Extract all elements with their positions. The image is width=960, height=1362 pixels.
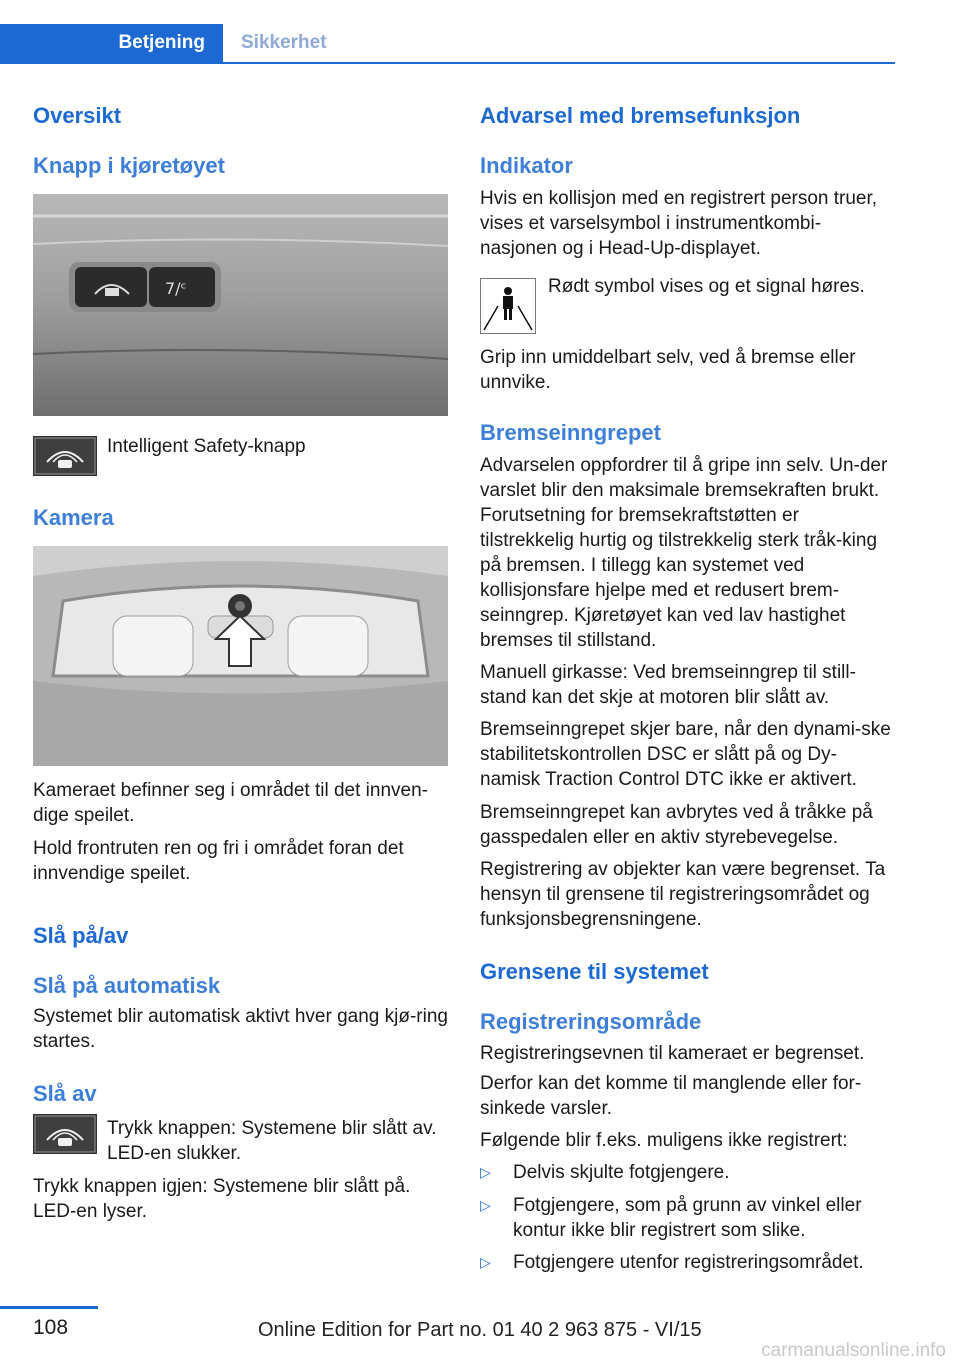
heading-indikator: Indikator — [480, 153, 573, 178]
footer-rule — [0, 1306, 98, 1309]
heading-advarsel: Advarsel med bremsefunksjon — [480, 103, 801, 128]
page-number: 108 — [33, 1316, 69, 1339]
heading-oversikt: Oversikt — [33, 103, 122, 128]
heading-slaa-av: Slå av — [33, 1081, 97, 1106]
intelligent-safety-button-icon — [33, 1114, 97, 1154]
brems-paragraph-1: Advarselen oppfordrer til å gripe inn selv. Un-der varslet blir den maksimale bremsekraften brukt. Forutsetning for bremsekraftstøtten er tilstrekkelig hurtig og tilstrekkelig sterk tråk-king på bremsen. I tillegg kan systemet ved kollisjonsfare hjelpe med et redusert brem-seinngrep. Kjøretøyet kan ved lav hastighet bremses til stillstand. — [480, 455, 888, 651]
pedestrian-warning-icon — [480, 278, 536, 334]
brems-paragraph-2: Manuell girkasse: Ved bremseinngrep til still-stand kan det skje at motoren blir slått av. — [480, 662, 856, 708]
button-panel-photo — [33, 194, 448, 416]
reg-paragraph-3: Følgende blir f.eks. muligens ikke registrert: — [480, 1130, 848, 1151]
edition-line: Online Edition for Part no. 01 40 2 963 875 - VI/15 — [258, 1319, 702, 1341]
bullet-text: Fotgjengere utenfor registreringsområdet. — [513, 1252, 864, 1273]
heading-knapp: Knapp i kjøretøyet — [33, 153, 225, 178]
list-item — [480, 1193, 895, 1243]
slaa-av-caption: Trykk knappen: Systemene blir slått av. LED-en slukker. — [107, 1118, 437, 1164]
intelligent-safety-button-icon — [33, 436, 97, 476]
symbol-caption: Rødt symbol vises og et signal høres. — [548, 276, 865, 297]
slaa-av-paragraph: Trykk knappen igjen: Systemene blir slått på. LED-en lyser. — [33, 1176, 411, 1222]
list-item — [480, 1250, 895, 1275]
camera-photo — [33, 546, 448, 766]
heading-kamera: Kamera — [33, 505, 114, 530]
bullet-triangle-icon: ▷ — [480, 1164, 491, 1180]
safety-button-caption: Intelligent Safety-knapp — [107, 436, 306, 457]
watermark: carmanualsonline.info — [761, 1340, 946, 1361]
kamera-paragraph-1: Kameraet befinner seg i området til det innven-dige speilet. — [33, 780, 428, 826]
section-tabs — [0, 24, 895, 64]
kamera-paragraph-2: Hold frontruten ren og fri i området foran det innvendige speilet. — [33, 838, 404, 884]
heading-bremseinngrepet: Bremseinngrepet — [480, 420, 661, 445]
indikator-paragraph: Hvis en kollisjon med en registrert person truer, vises et varselsymbol i instrumentkombi-nasjonen og i Head-Up-displayet. — [480, 188, 878, 259]
brems-paragraph-4: Bremseinngrepet kan avbrytes ved å tråkke på gasspedalen eller en aktiv styrebevegelse. — [480, 802, 873, 848]
svg-text:7/ᶜ: 7/ᶜ — [165, 279, 187, 298]
grip-paragraph: Grip inn umiddelbart selv, ved å bremse eller unnvike. — [480, 347, 856, 393]
heading-slaa-paa-av: Slå på/av — [33, 923, 129, 948]
reg-paragraph-2: Derfor kan det komme til manglende eller for-sinkede varsler. — [480, 1073, 862, 1119]
heading-grensene: Grensene til systemet — [480, 959, 709, 984]
heading-slaa-paa-automatisk: Slå på automatisk — [33, 973, 221, 998]
brems-paragraph-3: Bremseinngrepet skjer bare, når den dynami-ske stabilitetskontrollen DSC er slått på og Dy-namisk Traction Control DTC ikke er aktivert. — [480, 719, 891, 790]
brems-paragraph-5: Registrering av objekter kan være begrenset. Ta hensyn til grensene til registreringsområdet og funksjonsbegrensningene. — [480, 859, 886, 930]
reg-paragraph-1: Registreringsevnen til kameraet er begrenset. — [480, 1043, 865, 1064]
list-item — [480, 1160, 895, 1185]
auto-paragraph: Systemet blir automatisk aktivt hver gang kjø-ring startes. — [33, 1006, 448, 1052]
tab-sikkerhet[interactable]: Sikkerhet — [241, 32, 327, 53]
bullet-triangle-icon: ▷ — [480, 1254, 491, 1270]
bullet-text: Delvis skjulte fotgjengere. — [513, 1162, 730, 1183]
bullet-triangle-icon: ▷ — [480, 1197, 491, 1213]
heading-registreringsomraade: Registreringsområde — [480, 1009, 702, 1034]
tab-betjening[interactable]: Betjening — [0, 24, 223, 62]
bullet-text: Fotgjengere, som på grunn av vinkel eller kontur ikke blir registrert som slike. — [513, 1195, 862, 1241]
